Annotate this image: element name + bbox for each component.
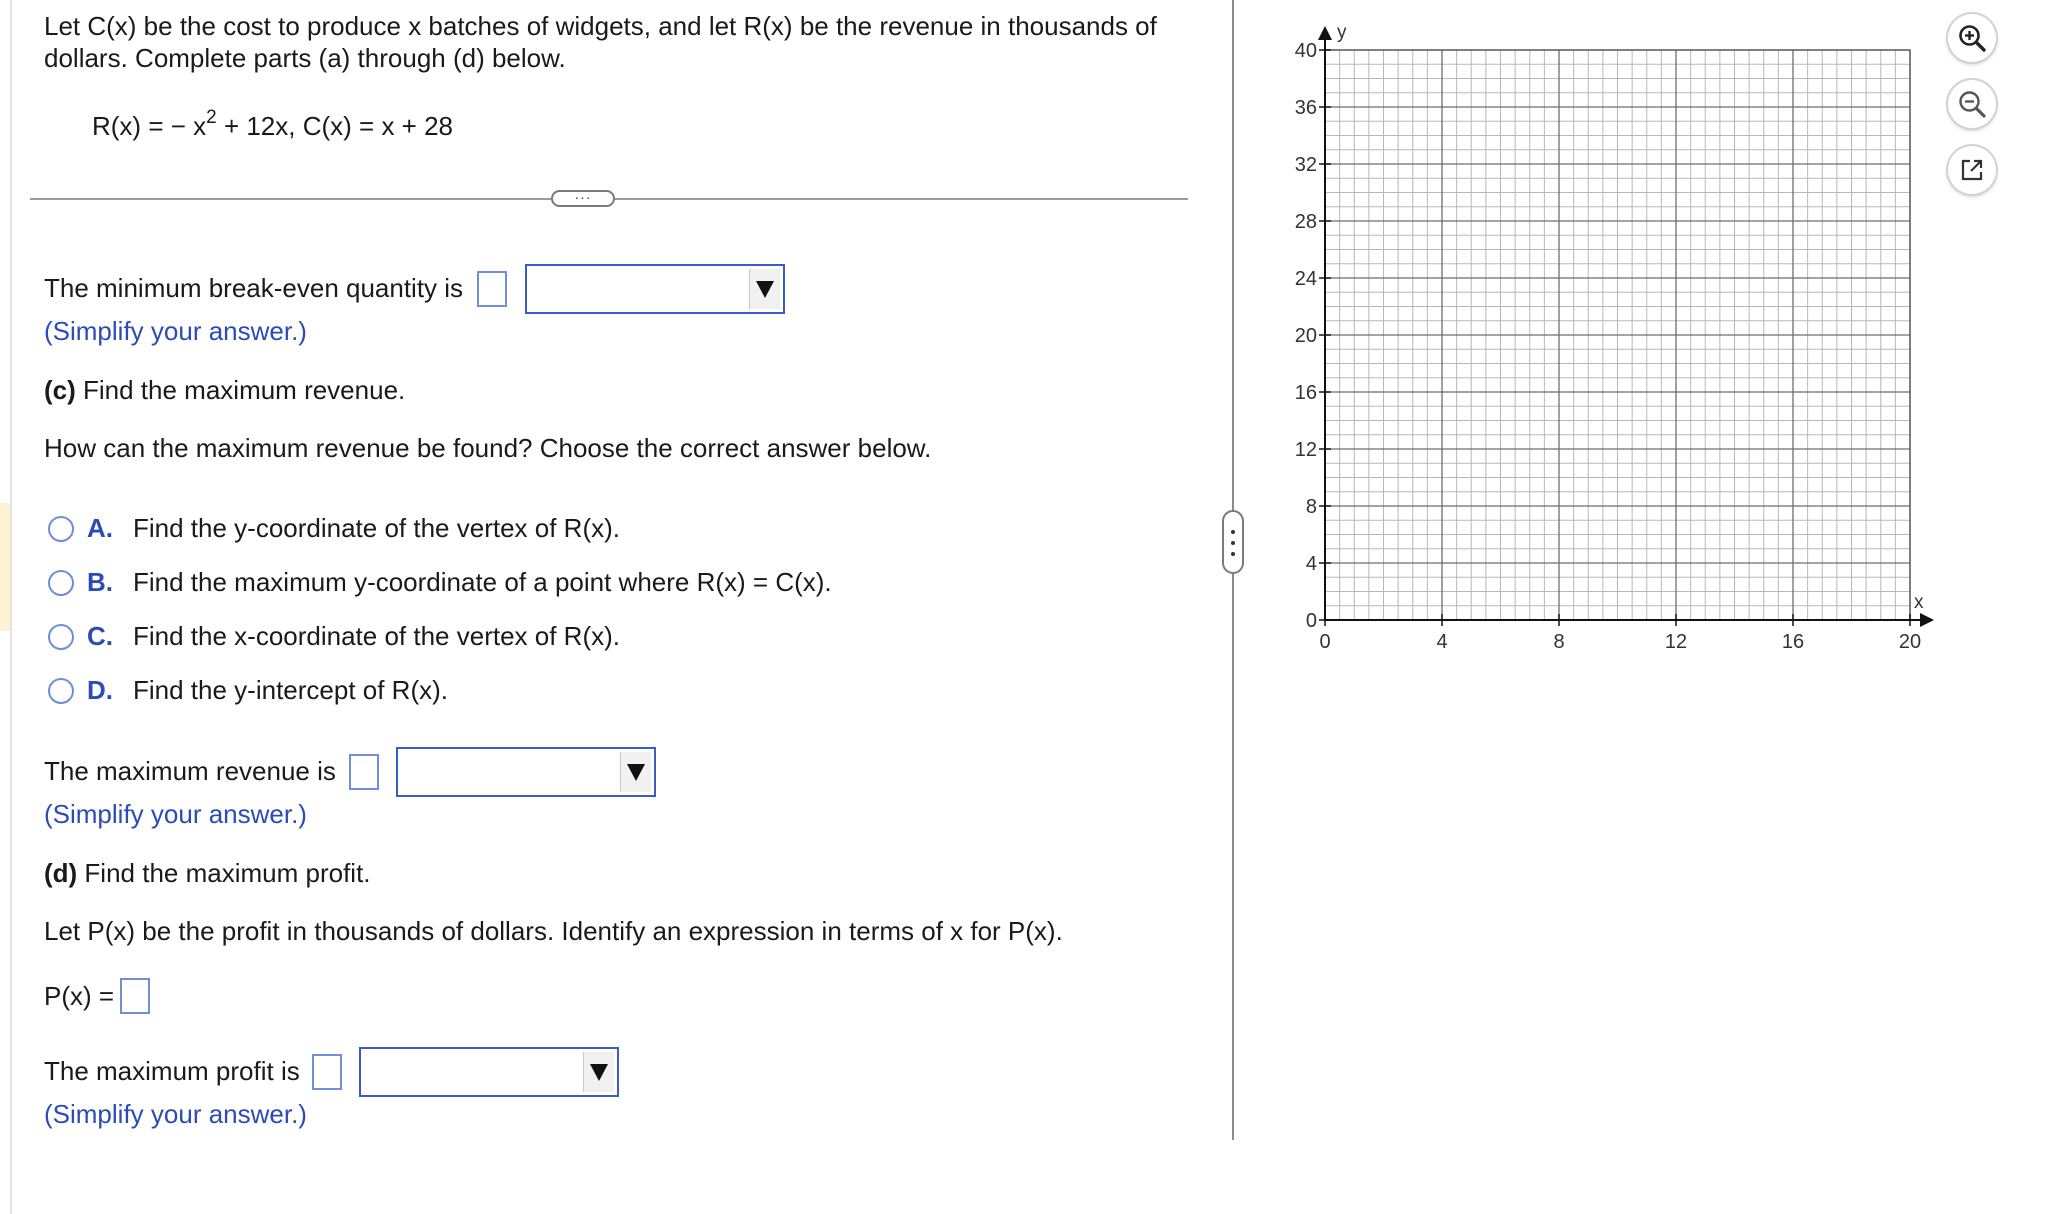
y-tick-label: 8 [1305, 496, 1317, 518]
pop-out-button[interactable] [1948, 146, 1996, 194]
break-even-answer-box[interactable] [477, 271, 507, 307]
zoom-in-icon [1957, 23, 1987, 53]
part-c-question: How can the maximum revenue be found? Choose the correct answer below. [44, 433, 932, 463]
x-tick-label: 4 [1436, 631, 1448, 653]
x-tick-label: 12 [1664, 631, 1688, 653]
option-c[interactable] [87, 620, 620, 652]
option-a-text: Find the y-coordinate of the vertex of R(x). [133, 513, 620, 543]
break-even-label: The minimum break-even quantity is [44, 273, 464, 303]
formula-r-prefix: R(x) = − x [92, 111, 207, 141]
y-tick-label: 40 [1294, 40, 1317, 62]
tick-labels [1295, 22, 1924, 653]
splitter-handle[interactable] [1222, 510, 1244, 574]
y-tick-label: 16 [1294, 382, 1317, 404]
coordinate-graph[interactable] [1270, 10, 1940, 670]
y-tick-label: 20 [1294, 325, 1317, 347]
options-highlight-bar [0, 503, 10, 631]
y-tick-label: 24 [1294, 268, 1317, 290]
zoom-out-icon [1957, 89, 1987, 119]
profit-expression-label: P(x) = [44, 981, 115, 1011]
max-revenue-units-dropdown[interactable] [396, 747, 656, 797]
part-c-title: Find the maximum revenue. [75, 375, 406, 405]
max-profit-label: The maximum profit is [44, 1056, 300, 1086]
x-tick-label: 0 [1319, 631, 1331, 653]
option-b-letter: B. [87, 567, 113, 597]
option-a-letter: A. [87, 513, 113, 543]
part-c-label: (c) [44, 375, 76, 405]
option-d[interactable] [87, 674, 448, 706]
max-profit-units-dropdown[interactable] [359, 1047, 619, 1097]
x-axis-label: x [1914, 592, 1924, 613]
chevron-down-icon [749, 269, 780, 309]
option-c-text: Find the x-coordinate of the vertex of R(x). [133, 621, 620, 651]
profit-expression-box[interactable] [120, 978, 150, 1014]
break-even-hint: (Simplify your answer.) [44, 316, 307, 346]
part-d-question: Let P(x) be the profit in thousands of dollars. Identify an expression in terms of x for P(x). [44, 916, 1063, 946]
option-d-radio[interactable] [48, 678, 74, 704]
max-revenue-answer-box[interactable] [349, 754, 379, 790]
axes [1318, 26, 1934, 627]
show-more-button[interactable]: ··· [551, 190, 615, 207]
part-c-heading [44, 374, 405, 406]
zoom-in-button[interactable] [1948, 14, 1996, 62]
zoom-out-button[interactable] [1948, 80, 1996, 128]
option-d-text: Find the y-intercept of R(x). [133, 675, 448, 705]
part-d-label: (d) [44, 858, 78, 888]
part-d-title: Find the maximum profit. [77, 858, 371, 888]
part-d-heading [44, 857, 371, 889]
problem-intro-line2: dollars. Complete parts (a) through (d) below. [44, 43, 566, 73]
option-c-letter: C. [87, 621, 113, 651]
y-tick-label: 0 [1305, 610, 1317, 632]
option-b-text: Find the maximum y-coordinate of a point where R(x) = C(x). [133, 567, 832, 597]
option-a[interactable] [87, 512, 620, 544]
problem-intro-line1: Let C(x) be the cost to produce x batches of widgets, and let R(x) be the revenue in thousands of [44, 11, 1157, 41]
option-b-radio[interactable] [48, 570, 74, 596]
x-axis-arrow [1920, 613, 1934, 627]
y-axis-arrow [1318, 26, 1332, 40]
chevron-down-icon [620, 752, 651, 792]
handle-dot [1231, 530, 1235, 534]
revenue-cost-formula [92, 107, 453, 142]
y-tick-label: 36 [1294, 97, 1317, 119]
handle-dot [1231, 552, 1235, 556]
max-profit-hint: (Simplify your answer.) [44, 1099, 307, 1129]
y-tick-label: 4 [1305, 553, 1317, 575]
max-profit-answer-box[interactable] [312, 1054, 342, 1090]
y-axis-label: y [1337, 22, 1347, 43]
y-tick-label: 12 [1294, 439, 1317, 461]
axis-ticks [1319, 50, 1910, 626]
option-a-radio[interactable] [48, 516, 74, 542]
left-border [10, 0, 12, 1214]
max-revenue-hint: (Simplify your answer.) [44, 799, 307, 829]
x-tick-label: 20 [1898, 631, 1922, 653]
max-revenue-label: The maximum revenue is [44, 756, 336, 786]
y-tick-label: 28 [1294, 211, 1317, 233]
pop-out-icon [1957, 155, 1987, 185]
option-c-radio[interactable] [48, 624, 74, 650]
break-even-units-dropdown[interactable] [525, 264, 785, 314]
handle-dot [1231, 541, 1235, 545]
option-d-letter: D. [87, 675, 113, 705]
option-b[interactable] [87, 566, 832, 598]
chevron-down-icon [583, 1052, 614, 1092]
formula-exponent: 2 [206, 107, 217, 128]
y-tick-label: 32 [1294, 154, 1317, 176]
formula-r-rest: + 12x, C(x) = x + 28 [216, 111, 453, 141]
x-tick-label: 16 [1781, 631, 1805, 653]
x-tick-label: 8 [1553, 631, 1565, 653]
